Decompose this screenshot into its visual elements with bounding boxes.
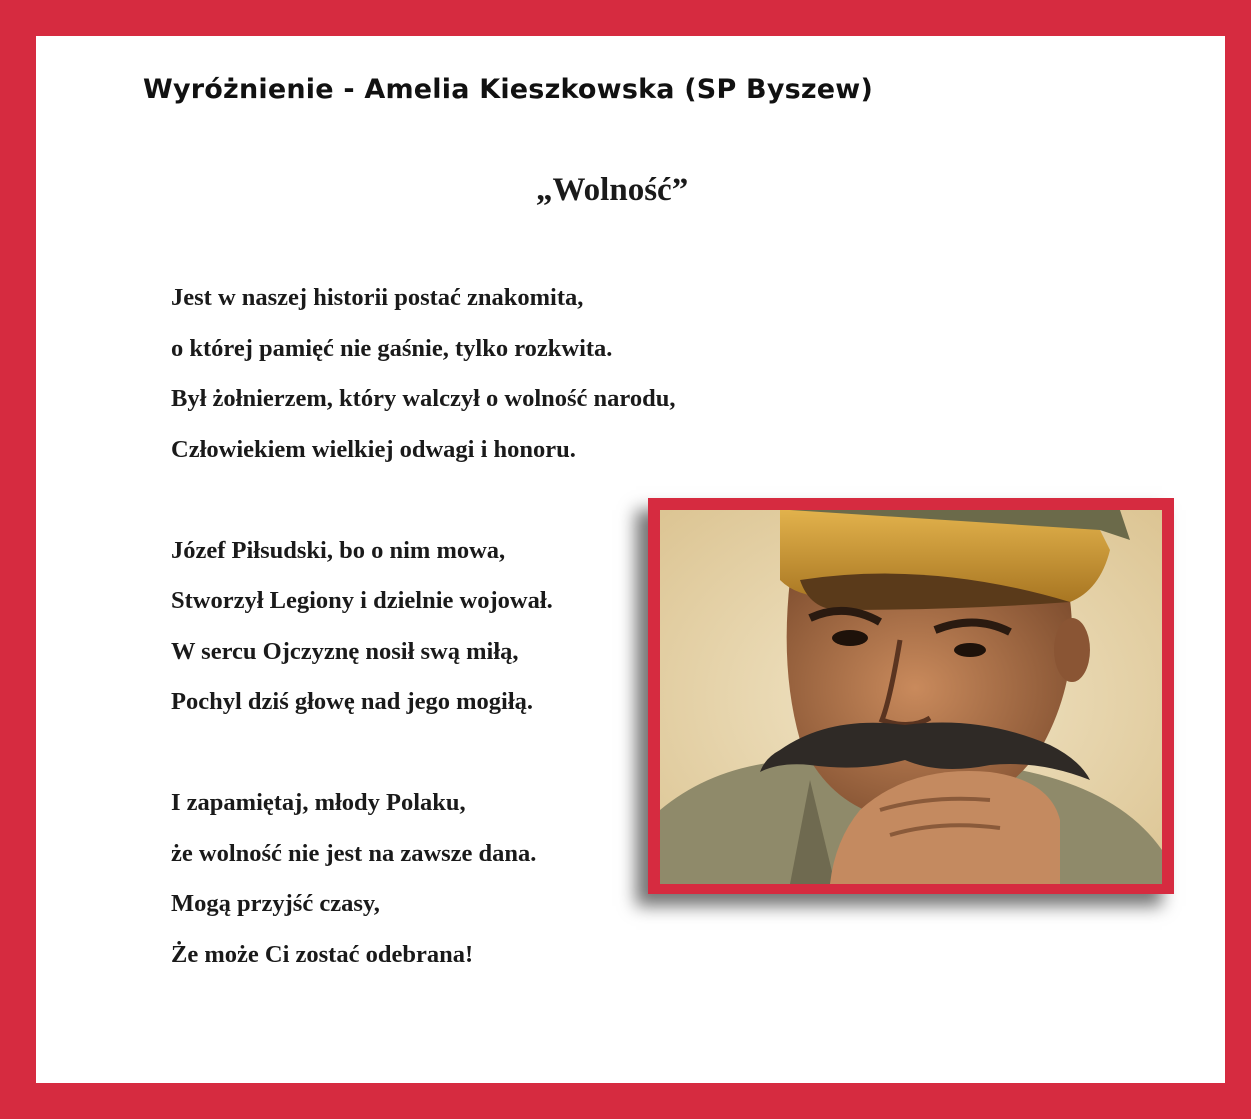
poem-line: Stworzył Legiony i dzielnie wojował.	[171, 587, 553, 614]
poem-line: że wolność nie jest na zawsze dana.	[171, 839, 537, 867]
poem-line: Że może Ci zostać odebrana!	[171, 940, 474, 968]
poem-line: Był żołnierzem, który walczył o wolność narodu,	[171, 385, 676, 412]
poem-line: Jest w naszej historii postać znakomita,	[171, 284, 584, 311]
poem-title: „Wolność”	[536, 172, 689, 208]
poem-line: o której pamięć nie gaśnie, tylko rozkwita.	[171, 334, 613, 362]
stanza-1	[171, 280, 675, 482]
portrait-illustration-icon	[660, 510, 1162, 884]
poem-line: Józef Piłsudski, bo o nim mowa,	[171, 536, 506, 564]
poem-line: Człowiekiem wielkiej odwagi i honoru.	[171, 435, 576, 463]
poem-body	[171, 280, 675, 1038]
poem-line: Mogą przyjść czasy,	[171, 890, 380, 917]
portrait-photo	[660, 510, 1162, 884]
poem-line: W sercu Ojczyznę nosił swą miłą,	[171, 637, 519, 665]
stanza-3	[171, 785, 675, 987]
poem-line: I zapamiętaj, młody Polaku,	[171, 789, 466, 816]
award-heading: Wyróżnienie - Amelia Kieszkowska (SP Byszew)	[143, 74, 873, 105]
stanza-2	[171, 533, 675, 735]
document-page	[36, 36, 1225, 1083]
photo-frame	[648, 498, 1174, 894]
poem-line: Pochyl dziś głowę nad jego mogiłą.	[171, 688, 534, 715]
